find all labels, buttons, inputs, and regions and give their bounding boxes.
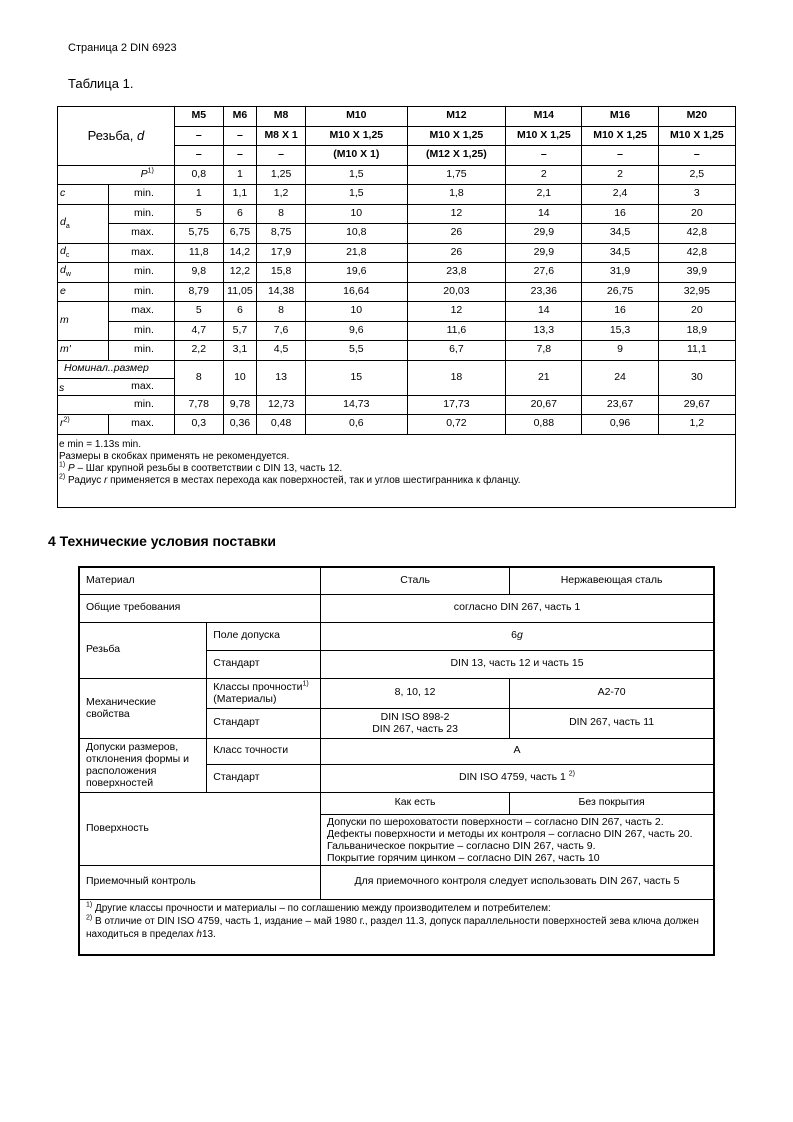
- cell: 20,67: [506, 395, 582, 415]
- cell: 3,1: [223, 341, 257, 361]
- cell: 10: [305, 302, 407, 322]
- cell: 2,2: [174, 341, 223, 361]
- label-nominal: Номинал..размер: [64, 361, 149, 374]
- cell: 19,6: [305, 263, 407, 283]
- cell: 1: [174, 185, 223, 205]
- cell: 26: [407, 224, 506, 244]
- cell: 8: [257, 204, 306, 224]
- size-m16: M16: [582, 107, 658, 127]
- cell: 26: [407, 243, 506, 263]
- cell: 18,9: [658, 321, 735, 341]
- cell: 6: [223, 204, 257, 224]
- table-caption: Таблица 1.: [68, 76, 134, 91]
- fine-4: M10 X 1,25: [407, 126, 506, 146]
- label-max: max.: [108, 224, 174, 244]
- cell: 29,67: [658, 395, 735, 415]
- surface-item: Покрытие горячим цинком – согласно DIN 267, часть 10: [327, 851, 600, 864]
- cell: 1,2: [658, 415, 735, 435]
- cell: 0,8: [174, 165, 223, 185]
- cell: 6: [223, 302, 257, 322]
- table2-notes: [79, 899, 714, 955]
- cell: 13,3: [506, 321, 582, 341]
- steel-standard: DIN ISO 898-2 DIN 267, часть 23: [321, 708, 510, 738]
- accuracy-class-value: A: [321, 738, 714, 764]
- cell: 2,5: [658, 165, 735, 185]
- row-p: [58, 165, 736, 185]
- cell: 6,7: [407, 341, 506, 361]
- thread-symbol: d: [137, 127, 145, 143]
- cell: 0,6: [305, 415, 407, 435]
- row-m-max: [58, 302, 736, 322]
- cell: 23,36: [506, 282, 582, 302]
- fine-6: M10 X 1,25: [582, 126, 658, 146]
- cell: 29,9: [506, 224, 582, 244]
- footnote-1: $^{1)}$ Другие классы прочности и материалы – по соглашению между производителем и потребителем:: [86, 901, 551, 914]
- material-stainless: Нержавеющая сталь: [510, 567, 714, 594]
- cell: 42,8: [658, 243, 735, 263]
- fine-7: M10 X 1,25: [658, 126, 735, 146]
- label-s: [58, 360, 175, 395]
- label-min: min.: [108, 185, 174, 205]
- cell: 7,6: [257, 321, 306, 341]
- size-m10: M10: [305, 107, 407, 127]
- cell: 42,8: [658, 224, 735, 244]
- cell: 6,75: [223, 224, 257, 244]
- label-min: min.: [108, 263, 174, 283]
- cell: 5,75: [174, 224, 223, 244]
- table1-notes: [58, 434, 736, 507]
- fine-1: –: [223, 126, 257, 146]
- stainless-classes: A2-70: [510, 678, 714, 708]
- cell: 34,5: [582, 224, 658, 244]
- cell: 34,5: [582, 243, 658, 263]
- footnote-2: $^{2)}$ В отличие от DIN ISO 4759, часть 1, издание – май 1980 г., раздел 11.3, допуск параллельности поверхностей зева ключа должен находиться в пределах h13.: [86, 914, 699, 940]
- cell: 8,75: [257, 224, 306, 244]
- fine-2: M8 X 1: [257, 126, 306, 146]
- dimensions-table: [57, 106, 736, 508]
- cell: 11,6: [407, 321, 506, 341]
- cell: 18: [407, 360, 506, 395]
- acceptance-value: Для приемочного контроля следует использовать DIN 267, часть 5: [321, 865, 714, 899]
- row-s-min: [58, 395, 736, 415]
- cell: 12,2: [223, 263, 257, 283]
- cell: 9,8: [174, 263, 223, 283]
- alt-3: (M10 X 1): [305, 146, 407, 166]
- cell: 14,2: [223, 243, 257, 263]
- section-title: 4 Технические условия поставки: [48, 533, 277, 549]
- cell: 10,8: [305, 224, 407, 244]
- cell: 21,8: [305, 243, 407, 263]
- cell: 5,7: [223, 321, 257, 341]
- cell: 17,73: [407, 395, 506, 415]
- label-min: min.: [58, 395, 175, 415]
- fine-5: M10 X 1,25: [506, 126, 582, 146]
- fine-0: –: [174, 126, 223, 146]
- cell: 15,3: [582, 321, 658, 341]
- cell: 1,75: [407, 165, 506, 185]
- label-max: max.: [131, 379, 154, 392]
- cell: 21: [506, 360, 582, 395]
- alt-1: –: [223, 146, 257, 166]
- material-label: Материал: [79, 567, 321, 594]
- cell: 10: [305, 204, 407, 224]
- size-m6: M6: [223, 107, 257, 127]
- alt-0: –: [174, 146, 223, 166]
- label-max: max.: [108, 243, 174, 263]
- cell: 4,7: [174, 321, 223, 341]
- cell: 9,78: [223, 395, 257, 415]
- cell: 9: [582, 341, 658, 361]
- cell: 5,5: [305, 341, 407, 361]
- steel-classes: 8, 10, 12: [321, 678, 510, 708]
- cell: 32,95: [658, 282, 735, 302]
- row-c: [58, 185, 736, 205]
- stainless-standard: DIN 267, часть 11: [510, 708, 714, 738]
- classes-label: Классы прочности$^{1)}$ (Материалы): [207, 678, 321, 708]
- cell: 0,96: [582, 415, 658, 435]
- tolerances-standard-label: Стандарт: [207, 764, 321, 792]
- thread-label: Резьба: [79, 622, 207, 678]
- cell: 20: [658, 302, 735, 322]
- alt-6: –: [582, 146, 658, 166]
- cell: 1: [223, 165, 257, 185]
- alt-5: –: [506, 146, 582, 166]
- cell: 2,1: [506, 185, 582, 205]
- row-m-prime: [58, 341, 736, 361]
- cell: 27,6: [506, 263, 582, 283]
- size-m14: M14: [506, 107, 582, 127]
- cell: 14: [506, 302, 582, 322]
- row-dw: [58, 263, 736, 283]
- size-m12: M12: [407, 107, 506, 127]
- cell: 20,03: [407, 282, 506, 302]
- thread-label: Резьба,: [87, 127, 134, 143]
- tolerance-value: 6g: [321, 622, 714, 650]
- surface-requirements: [321, 814, 714, 865]
- cell: 8,79: [174, 282, 223, 302]
- note-1: $^{1)}$ P – Шаг крупной резьбы в соответствии с DIN 13, часть 12.: [59, 461, 343, 474]
- cell: 30: [658, 360, 735, 395]
- size-m8: M8: [257, 107, 306, 127]
- label-p: $P^{1)}$: [58, 165, 175, 185]
- cell: 3: [658, 185, 735, 205]
- cell: 12: [407, 302, 506, 322]
- cell: 4,5: [257, 341, 306, 361]
- cell: 9,6: [305, 321, 407, 341]
- cell: 0,88: [506, 415, 582, 435]
- surface-item: Дефекты поверхности и методы их контроля – согласно DIN 267, часть 20.: [327, 827, 693, 840]
- cell: 16: [582, 302, 658, 322]
- cell: 24: [582, 360, 658, 395]
- note-e-min: e min = 1.13s min.: [59, 438, 141, 450]
- label-dw: $d_w$: [58, 263, 109, 283]
- label-min: min.: [108, 204, 174, 224]
- cell: 11,1: [658, 341, 735, 361]
- row-r: [58, 415, 736, 435]
- cell: 8: [257, 302, 306, 322]
- cell: 23,67: [582, 395, 658, 415]
- fine-3: M10 X 1,25: [305, 126, 407, 146]
- cell: 16: [582, 204, 658, 224]
- thread-standard-label: Стандарт: [207, 650, 321, 678]
- label-c: c: [58, 185, 109, 205]
- thread-standard-value: DIN 13, часть 12 и часть 15: [321, 650, 714, 678]
- cell: 29,9: [506, 243, 582, 263]
- alt-2: –: [257, 146, 306, 166]
- row-dc: [58, 243, 736, 263]
- cell: 15,8: [257, 263, 306, 283]
- material-steel: Сталь: [321, 567, 510, 594]
- mech-standard-label: Стандарт: [207, 708, 321, 738]
- cell: 14,38: [257, 282, 306, 302]
- accuracy-class-label: Класс точности: [207, 738, 321, 764]
- cell: 15: [305, 360, 407, 395]
- acceptance-label: Приемочный контроль: [79, 865, 321, 899]
- general-label: Общие требования: [79, 594, 321, 622]
- cell: 7,8: [506, 341, 582, 361]
- note-brackets: Размеры в скобках применять не рекомендуется.: [59, 450, 290, 462]
- alt-4: (M12 X 1,25): [407, 146, 506, 166]
- label-max: max.: [108, 302, 174, 322]
- row-da-min: [58, 204, 736, 224]
- cell: 1,2: [257, 185, 306, 205]
- row-e: [58, 282, 736, 302]
- cell: 2: [506, 165, 582, 185]
- label-m: m: [58, 302, 109, 341]
- mech-label: Механические свойства: [79, 678, 207, 738]
- cell: 0,72: [407, 415, 506, 435]
- label-min: min.: [108, 282, 174, 302]
- label-min: min.: [108, 341, 174, 361]
- cell: 1,1: [223, 185, 257, 205]
- cell: 2: [582, 165, 658, 185]
- label-da: $d_a$: [58, 204, 109, 243]
- general-value: согласно DIN 267, часть 1: [321, 594, 714, 622]
- cell: 20: [658, 204, 735, 224]
- cell: 11,05: [223, 282, 257, 302]
- cell: 0,3: [174, 415, 223, 435]
- size-m20: M20: [658, 107, 735, 127]
- cell: 10: [223, 360, 257, 395]
- cell: 11,8: [174, 243, 223, 263]
- cell: 1,5: [305, 165, 407, 185]
- row-m-min: [58, 321, 736, 341]
- label-r: $r^{2)}$: [58, 415, 109, 435]
- row-s-nom: [58, 360, 736, 395]
- tolerances-label: Допуски размеров, отклонения формы и расположения поверхностей: [79, 738, 207, 792]
- tolerances-standard-value: DIN ISO 4759, часть 1 $^{2)}$: [321, 764, 714, 792]
- cell: 0,36: [223, 415, 257, 435]
- surface-label: Поверхность: [79, 792, 321, 865]
- cell: 1,25: [257, 165, 306, 185]
- label-max: max.: [108, 415, 174, 435]
- cell: 17,9: [257, 243, 306, 263]
- surface-uncoated: Без покрытия: [510, 792, 714, 814]
- size-m5: M5: [174, 107, 223, 127]
- page-header: Страница 2 DIN 6923: [68, 42, 177, 54]
- cell: 5: [174, 204, 223, 224]
- row-da-max: [58, 224, 736, 244]
- delivery-conditions-table: [78, 566, 715, 956]
- cell: 31,9: [582, 263, 658, 283]
- cell: 16,64: [305, 282, 407, 302]
- cell: 0,48: [257, 415, 306, 435]
- cell: 14,73: [305, 395, 407, 415]
- tolerance-label: Поле допуска: [207, 622, 321, 650]
- label-m-prime: m': [58, 341, 109, 361]
- divider: [58, 378, 174, 379]
- cell: 39,9: [658, 263, 735, 283]
- surface-item: Допуски по шероховатости поверхности – согласно DIN 267, часть 2.: [327, 815, 664, 828]
- cell: 1,8: [407, 185, 506, 205]
- label-s-symbol: s: [59, 381, 65, 394]
- cell: 12,73: [257, 395, 306, 415]
- cell: 26,75: [582, 282, 658, 302]
- surface-item: Гальваническое покрытие – согласно DIN 267, часть 9.: [327, 839, 596, 852]
- cell: 14: [506, 204, 582, 224]
- cell: 13: [257, 360, 306, 395]
- cell: 23,8: [407, 263, 506, 283]
- cell: 2,4: [582, 185, 658, 205]
- cell: 7,78: [174, 395, 223, 415]
- label-dc: $d_c$: [58, 243, 109, 263]
- thread-header: [58, 107, 175, 166]
- cell: 12: [407, 204, 506, 224]
- label-e: e: [58, 282, 109, 302]
- note-2: $^{2)}$ Радиус r применяется в местах перехода как поверхностей, так и углов шестигранника к фланцу.: [59, 473, 521, 487]
- cell: 1,5: [305, 185, 407, 205]
- surface-as-is: Как есть: [321, 792, 510, 814]
- cell: 5: [174, 302, 223, 322]
- cell: 8: [174, 360, 223, 395]
- label-min: min.: [108, 321, 174, 341]
- alt-7: –: [658, 146, 735, 166]
